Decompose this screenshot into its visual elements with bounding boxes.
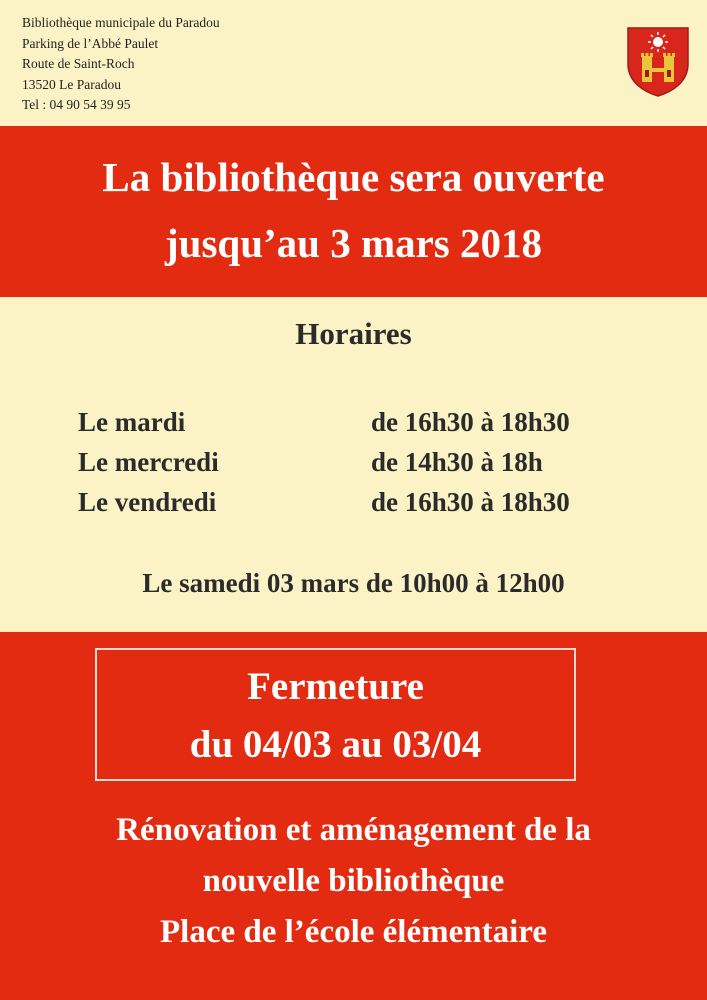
- address-line-postcode: 13520 Le Paradou: [22, 76, 121, 92]
- hours-row-tuesday: [78, 402, 638, 442]
- hours-title: Horaires: [295, 316, 412, 351]
- address-line-name: Bibliothèque municipale du Paradou: [22, 15, 220, 30]
- hours-time: de 16h30 à 18h30: [371, 407, 570, 437]
- town-crest-icon: [626, 26, 690, 98]
- address-line-parking: Parking de l’Abbé Paulet: [22, 35, 159, 51]
- hours-time: de 14h30 à 18h: [371, 447, 543, 477]
- library-address: [22, 13, 220, 116]
- hours-day: Le mercredi: [78, 447, 219, 477]
- announcement-line-1: La bibliothèque sera ouverte: [102, 154, 605, 200]
- closure-dates: du 04/03 au 03/04: [189, 723, 482, 766]
- hours-day: Le vendredi: [78, 487, 217, 517]
- hours-day: Le mardi: [78, 407, 186, 437]
- renovation-line-2: nouvelle bibliothèque: [202, 863, 505, 899]
- renovation-notice: [0, 805, 707, 958]
- address-line-phone: Tel : 04 90 54 39 95: [22, 97, 131, 112]
- closure-box: [95, 648, 576, 781]
- closure-banner: [0, 632, 707, 1000]
- renovation-line-1: Rénovation et aménagement de la: [116, 812, 591, 848]
- opening-announcement-banner: [0, 126, 707, 297]
- hours-time: de 16h30 à 18h30: [371, 487, 570, 517]
- announcement-line-2: jusqu’au 3 mars 2018: [164, 220, 543, 266]
- closure-title: Fermeture: [247, 665, 424, 708]
- address-line-road: Route de Saint-Roch: [22, 56, 135, 71]
- opening-hours-list: [78, 402, 638, 522]
- hours-row-wednesday: [78, 442, 638, 482]
- saturday-hours: Le samedi 03 mars de 10h00 à 12h00: [142, 568, 565, 598]
- hours-row-friday: [78, 482, 638, 522]
- renovation-line-3: Place de l’école élémentaire: [160, 914, 547, 950]
